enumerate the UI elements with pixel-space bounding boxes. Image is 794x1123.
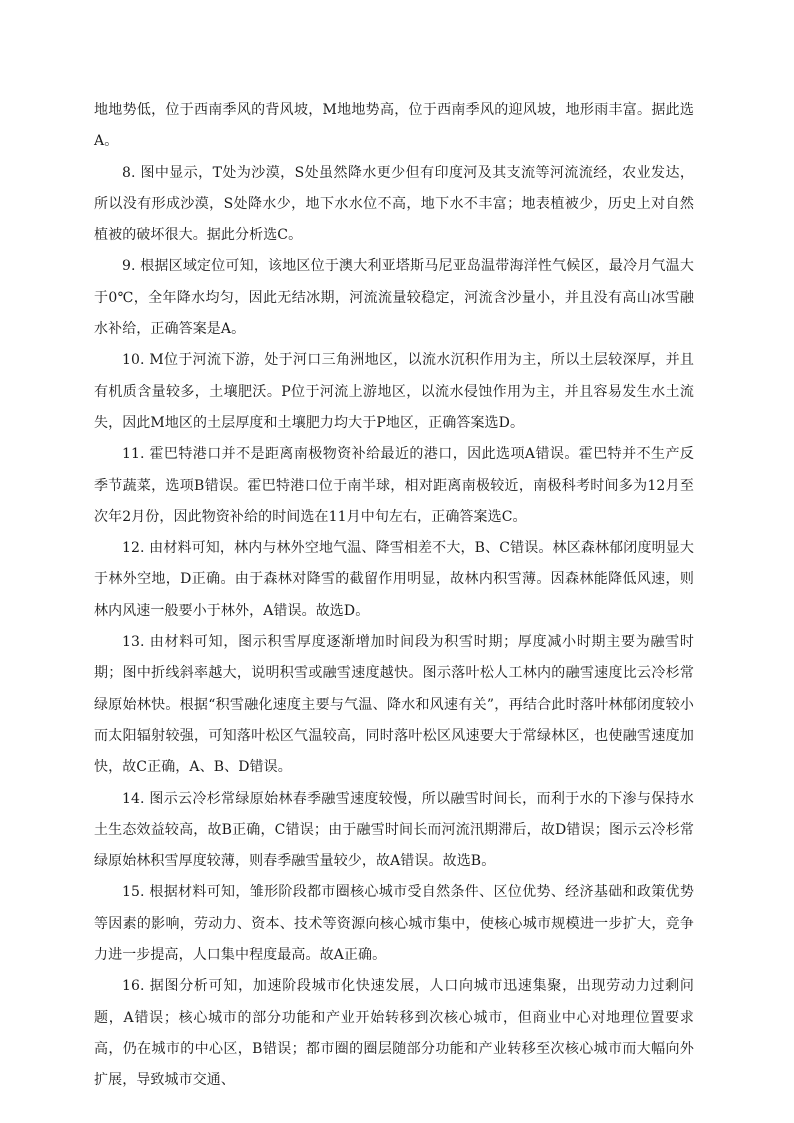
- answer-paragraph: 9. 根据区域定位可知，该地区位于澳大利亚塔斯马尼亚岛温带海洋性气候区，最冷月气温大于0℃，全年降水均匀，因此无结冰期，河流流量较稳定，河流含沙量小，并且没有高山冰雪融水补给，正确答案是A。: [94, 258, 694, 338]
- answer-paragraph: 15. 根据材料可知，雏形阶段都市圈核心城市受自然条件、区位优势、经济基础和政策优势等因素的影响，劳动力、资本、技术等资源向核心城市集中，使核心城市规模进一步扩大，竞争力进一步提高，人口集中程度最高。故A正确。: [94, 884, 694, 964]
- answer-paragraph: 11. 霍巴特港口并不是距离南极物资补给最近的港口，因此选项A错误。霍巴特并不生产反季节蔬菜，选项B错误。霍巴特港口位于南半球，相对距离南极较近，南极科考时间多为12月至次年2月份，因此物资补给的时间选在11月中旬左右，正确答案选C。: [94, 446, 694, 525]
- answer-paragraph: 8. 图中显示，T处为沙漠，S处虽然降水更少但有印度河及其支流等河流流经，农业发达，所以没有形成沙漠，S处降水少，地下水水位不高，地下水不丰富；地表植被少，历史上对自然植被的破坏很大。据此分析选C。: [94, 164, 694, 244]
- answer-paragraph: 10. M位于河流下游，处于河口三角洲地区，以流水沉积作用为主，所以土层较深厚，并且有机质含量较多，土壤肥沃。P位于河流上游地区，以流水侵蚀作用为主，并且容易发生水土流失，因此M地区的土层厚度和土壤肥力均大于P地区，正确答案选D。: [94, 352, 694, 431]
- answer-paragraph: 14. 图示云冷杉常绿原始林春季融雪速度较慢，所以融雪时间长，而利于水的下渗与保持水土生态效益较高，故B正确，C错误；由于融雪时间长而河流汛期滞后，故D错误；图示云冷杉常绿原始林积雪厚度较薄，则春季融雪量较少，故A错误。故选B。: [94, 790, 694, 870]
- answer-paragraph: 16. 据图分析可知，加速阶段城市化快速发展，人口向城市迅速集聚，出现劳动力过剩问题，A错误；核心城市的部分功能和产业开始转移到次核心城市，但商业中心对地理位置要求高，仍在城市的中心区，B错误；都市圈的圈层随部分功能和产业转移至次核心城市而大幅向外扩展，导致城市交通、: [94, 978, 694, 1089]
- answer-paragraph: 地地势低，位于西南季风的背风坡，M地地势高，位于西南季风的迎风坡，地形雨丰富。据此选A。: [94, 102, 694, 150]
- answer-paragraph: 13. 由材料可知，图示积雪厚度逐渐增加时间段为积雪时期；厚度减小时期主要为融雪时期；图中折线斜率越大，说明积雪或融雪速度越快。图示落叶松人工林内的融雪速度比云冷杉常绿原始林快。根据“积雪融化速度主要与气温、降水和风速有关”，再结合此时落叶林郁闭度较小而太阳辐射较强，可知落叶松区气温较高，同时落叶松区风速要大于常绿林区，也使融雪速度加快，故C正确，A、B、D错误。: [94, 634, 694, 776]
- answer-paragraph: 12. 由材料可知，林内与林外空地气温、降雪相差不大，B、C错误。林区森林郁闭度明显大于林外空地，D正确。由于森林对降雪的截留作用明显，故林内积雪薄。因森林能降低风速，则林内风速一般要小于林外，A错误。故选D。: [94, 540, 694, 619]
